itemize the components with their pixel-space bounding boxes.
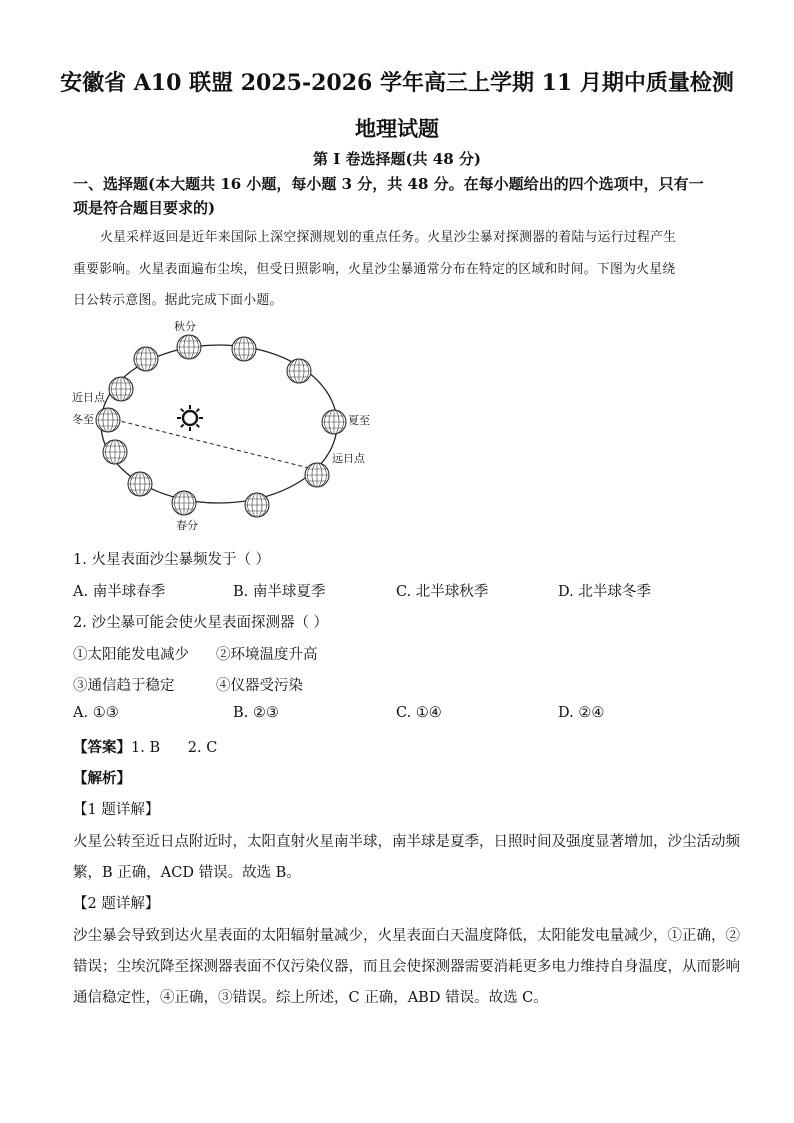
label-summer-solstice: 夏至 [348,414,370,427]
part-heading: 第 I 卷选择题(共 48 分) [313,150,481,168]
q2-option-d: D. ②④ [558,705,605,721]
label-perihelion: 近日点 [72,391,105,404]
apsides-line [108,418,317,470]
q2-item-2: ②环境温度升高 [216,647,318,663]
detail-2-line2: 错误；尘埃沉降至探测器表面不仅污染仪器，而且会使探测器需要消耗更多电力维持自身温度，从而影响 [73,959,740,975]
mars-orbit-diagram [64,318,384,530]
question-2-stem: 2. 沙尘暴可能会使火星表面探测器（ ） [73,615,329,631]
q2-item-1: ①太阳能发电减少 [73,647,189,663]
detail-2-line1: 沙尘暴会导致到达火星表面的太阳辐射量减少，火星表面白天温度降低，太阳能发电量减少，①正确，② [73,928,740,944]
detail-1-label: 【1 题详解】 [73,802,160,818]
label-autumn-equinox: 秋分 [174,320,196,333]
q1-option-c: C. 北半球秋季 [396,584,489,600]
label-aphelion: 远日点 [332,452,365,465]
mars-globe-icons [96,335,346,517]
intro-line2: 重要影响。火星表面遍布尘埃，但受日照影响，火星沙尘暴通常分布在特定的区域和时间。下图为火星绕 [73,262,676,277]
detail-1-line2: 繁，B 正确，ACD 错误。故选 B。 [73,865,301,881]
q1-option-a: A. 南半球春季 [73,584,166,600]
q2-option-b: B. ②③ [233,705,279,721]
sun-icon [177,405,203,431]
answer-label: 【答案】 [73,739,131,756]
analysis-label: 【解析】 [73,770,131,787]
q2-item-3: ③通信趋于稳定 [73,678,175,694]
intro-line1: 火星采样返回是近年来国际上深空探测规划的重点任务。火星沙尘暴对探测器的着陆与运行过程产生 [100,230,677,245]
q1-option-b: B. 南半球夏季 [233,584,326,600]
section-heading-line1: 一、选择题(本大题共 16 小题，每小题 3 分，共 48 分。在每小题给出的四个选项中，只有一 [73,175,704,193]
answer-block [73,736,217,757]
q2-item-4: ④仪器受污染 [216,678,303,694]
document-title: 安徽省 A10 联盟 2025-2026 学年高三上学期 11 月期中质量检测 [60,70,734,96]
document-subtitle: 地理试题 [355,116,439,141]
q2-option-c: C. ①④ [396,705,442,721]
label-spring-equinox: 春分 [176,519,198,530]
question-1-stem: 1. 火星表面沙尘暴频发于（ ） [73,552,271,568]
answer-text: 1. B 2. C [131,740,218,756]
detail-2-label: 【2 题详解】 [73,896,160,912]
detail-2-line3: 通信稳定性，④正确，③错误。综上所述，C 正确，ABD 错误。故选 C。 [73,990,548,1006]
intro-line3: 日公转示意图。据此完成下面小题。 [73,293,283,308]
label-winter-solstice: 冬至 [72,413,94,426]
section-heading-line2: 项是符合题目要求的) [73,199,216,217]
q1-option-d: D. 北半球冬季 [558,584,651,600]
q2-option-a: A. ①③ [73,705,119,721]
detail-1-line1: 火星公转至近日点附近时，太阳直射火星南半球，南半球是夏季，日照时间及强度显著增加，沙尘活动频 [73,834,740,850]
